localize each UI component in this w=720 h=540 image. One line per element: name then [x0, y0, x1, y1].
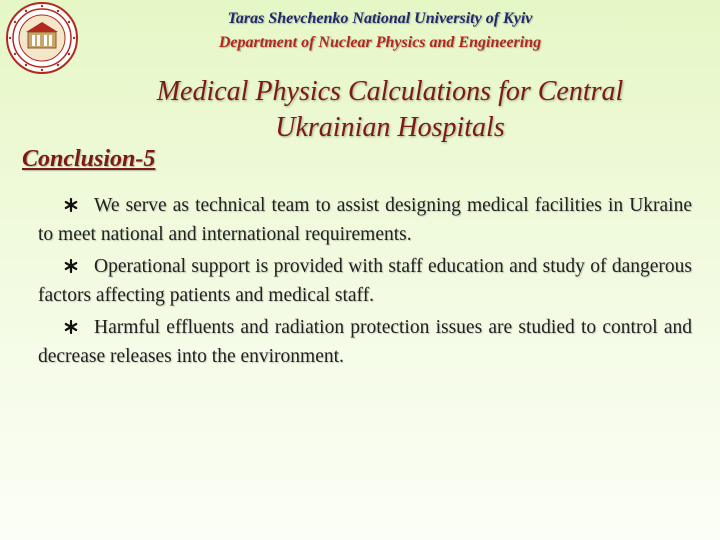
conclusion-heading: Conclusion-5	[22, 146, 156, 172]
asterisk-icon	[64, 198, 78, 212]
list-item	[38, 253, 692, 310]
university-seal-icon	[6, 2, 78, 74]
department-name: Department of Nuclear Physics and Engineering	[218, 34, 542, 51]
conclusion-points	[38, 192, 692, 375]
slide-title: Medical Physics Calculations for Central Ukrainian Hospitals	[156, 76, 624, 143]
list-item	[38, 314, 692, 371]
university-name: Taras Shevchenko National University of Kyiv	[227, 10, 533, 27]
point-text: Harmful effluents and radiation protection issues are studied to control and decrease releases into the environment.	[38, 317, 692, 367]
list-item	[38, 192, 692, 249]
asterisk-icon	[64, 259, 78, 273]
asterisk-icon	[64, 320, 78, 334]
point-text: We serve as technical team to assist designing medical facilities in Ukraine to meet national and international requirements.	[38, 195, 692, 245]
point-text: Operational support is provided with staff education and study of dangerous factors affecting patients and medical staff.	[38, 256, 692, 306]
